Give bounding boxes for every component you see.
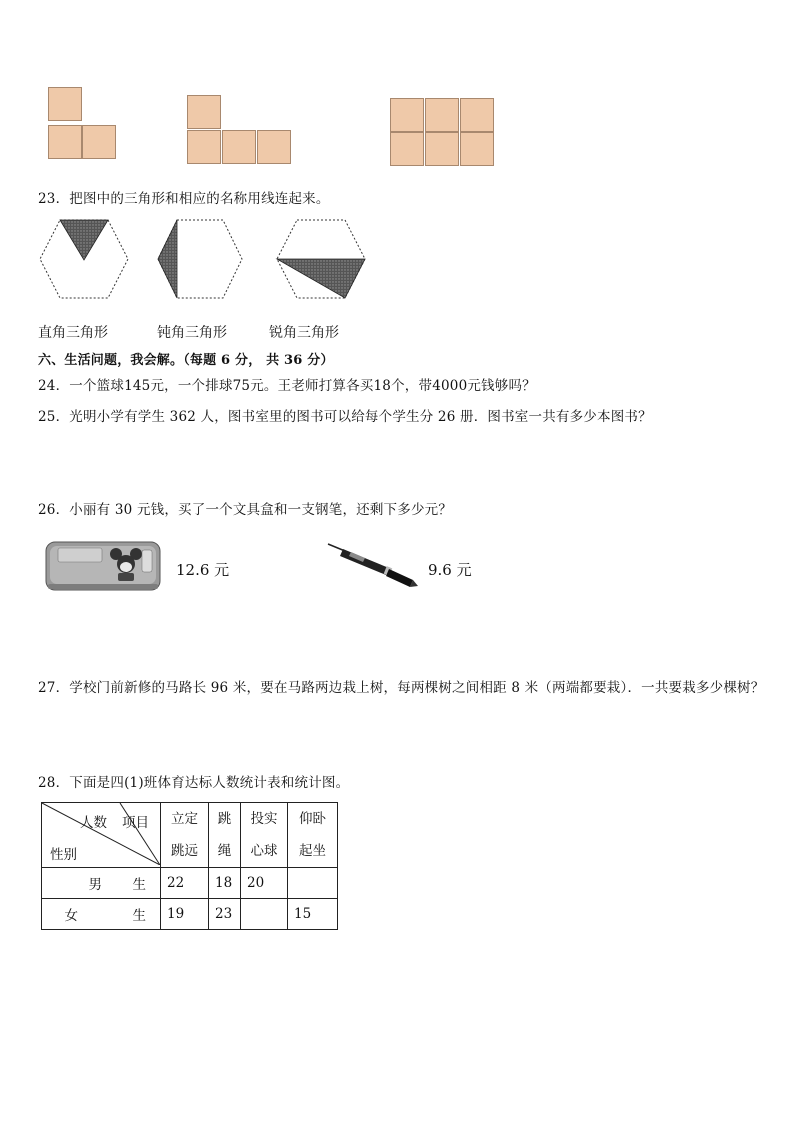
table-cell: 19 — [161, 899, 209, 930]
sports-statistics-table — [41, 802, 338, 930]
column-header-rope-skipping: 跳 绳 — [209, 803, 241, 868]
pencil-box-image — [44, 538, 164, 594]
column-header-standing-jump: 立定 跳远 — [161, 803, 209, 868]
hexagon-acute-triangle-figure — [275, 218, 367, 300]
corner-label-item: 项目 — [122, 815, 149, 831]
table-cell: 22 — [161, 868, 209, 899]
hexagon-obtuse-triangle-figure — [157, 218, 243, 300]
table-cell: 20 — [241, 868, 288, 899]
table-row — [42, 899, 338, 930]
question-24: 24．一个篮球145元，一个排球75元。王老师打算各买18个，带4000元钱够吗？ — [38, 378, 536, 394]
question-28: 28．下面是四(1)班体育达标人数统计表和统计图。 — [38, 775, 350, 791]
question-23: 23．把图中的三角形和相应的名称用线连起来。 — [38, 191, 330, 207]
row-label-girls: 女 生 — [42, 899, 161, 930]
column-header-medicine-ball: 投实 心球 — [241, 803, 288, 868]
corner-label-count: 人数 — [80, 815, 107, 831]
table-cell: 18 — [209, 868, 241, 899]
question-26: 26．小丽有 30 元钱，买了一个文具盒和一支钢笔，还剩下多少元？ — [38, 502, 453, 518]
pen-price: 9.6 元 — [428, 561, 472, 579]
corner-label-gender: 性别 — [50, 847, 77, 863]
table-cell — [288, 868, 338, 899]
table-cell — [241, 899, 288, 930]
fountain-pen-image — [325, 540, 421, 596]
question-27: 27．学校门前新修的马路长 96 米，要在马路两边栽上树，每两棵树之间相距 8 米（两端都要栽）．一共要栽多少棵树？ — [38, 680, 765, 696]
pencil-box-price: 12.6 元 — [176, 561, 230, 579]
row-label-boys: 男 生 — [42, 868, 161, 899]
table-cell: 23 — [209, 899, 241, 930]
label-right-triangle: 直角三角形 — [38, 325, 108, 341]
section-6-title: 六、生活问题，我会解。（每题 6 分， 共 36 分） — [38, 353, 334, 368]
table-cell: 15 — [288, 899, 338, 930]
label-acute-triangle: 锐角三角形 — [269, 325, 339, 341]
hexagon-right-triangle-figure — [38, 218, 130, 300]
table-corner-cell — [42, 803, 161, 868]
question-25: 25．光明小学有学生 362 人，图书室里的图书可以给每个学生分 26 册．图书室一共有多少本图书？ — [38, 409, 652, 425]
column-header-sit-ups: 仰卧 起坐 — [288, 803, 338, 868]
label-obtuse-triangle: 钝角三角形 — [157, 325, 227, 341]
table-row — [42, 868, 338, 899]
